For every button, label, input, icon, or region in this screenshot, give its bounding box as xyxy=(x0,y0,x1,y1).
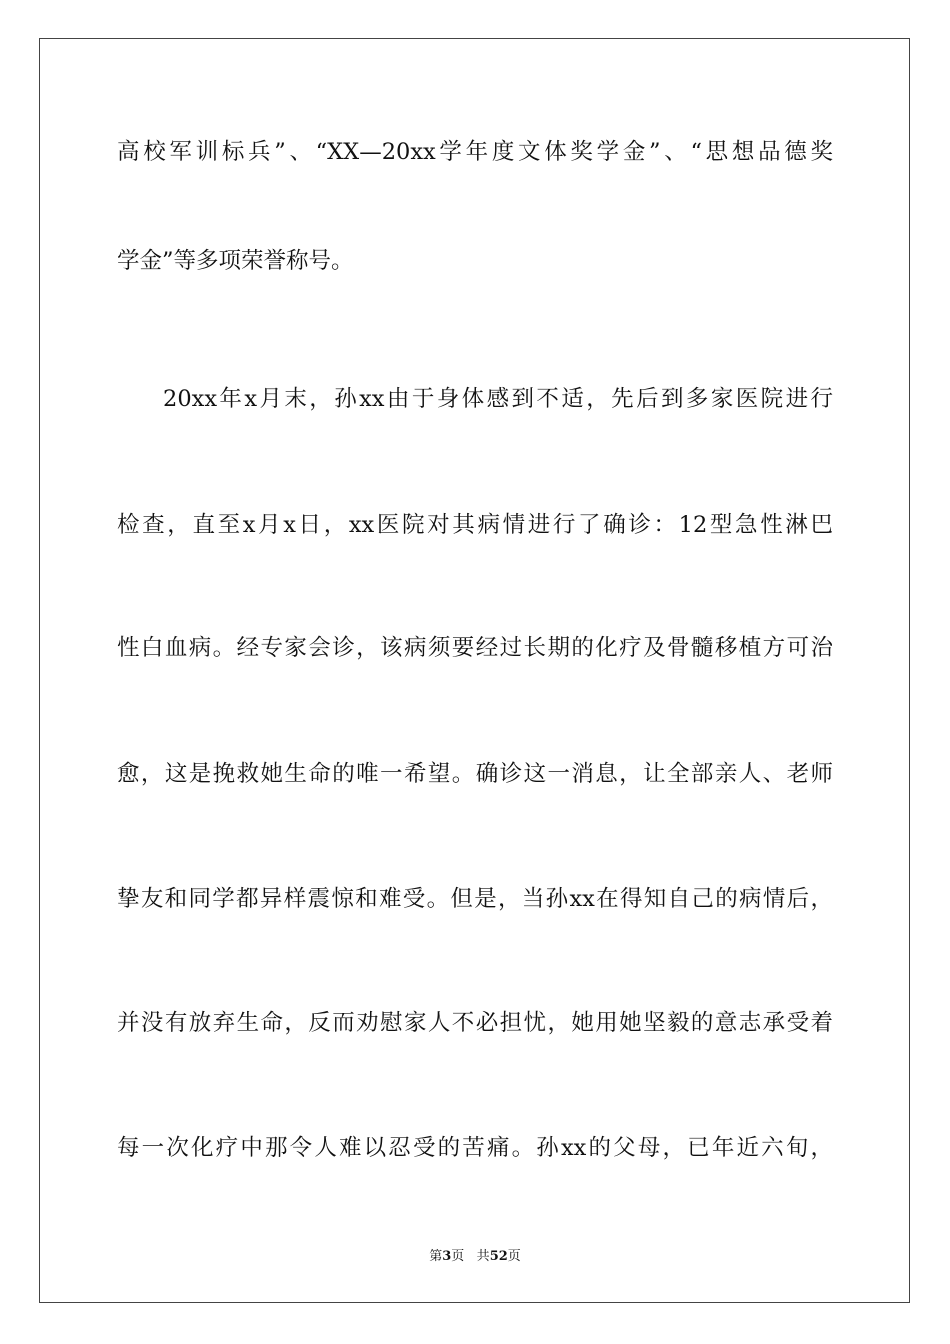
page-footer xyxy=(0,1248,950,1266)
text-line-6: 愈，这是挽救她生命的唯一希望。确诊这一消息，让全部亲人、老师 xyxy=(117,761,833,787)
text-line-7: 挚友和同学都异样震惊和难受。但是，当孙xx在得知自己的病情后， xyxy=(117,886,833,912)
text-line-9: 每一次化疗中那令人难以忍受的苦痛。孙xx的父母，已年近六旬， xyxy=(117,1135,833,1161)
text-line-8: 并没有放弃生命，反而劝慰家人不必担忧，她用她坚毅的意志承受着 xyxy=(117,1010,833,1036)
footer-total-pages: 52 xyxy=(489,1249,508,1264)
footer-total-prefix: 共 xyxy=(476,1249,490,1264)
text-line-5: 性白血病。经专家会诊，该病须要经过长期的化疗及骨髓移植方可治 xyxy=(117,635,833,661)
footer-page-number: 3 xyxy=(442,1249,452,1264)
footer-total-suffix: 页 xyxy=(507,1249,521,1264)
text-line-4: 检查，直至x月x日，xx医院对其病情进行了确诊：12型急性淋巴 xyxy=(117,512,833,538)
text-line-3: 20xx年x月末，孙xx由于身体感到不适，先后到多家医院进行 xyxy=(163,386,833,412)
footer-page-prefix: 第 xyxy=(429,1249,443,1264)
text-line-2: 学金”等多项荣誉称号。 xyxy=(117,248,354,274)
page-border xyxy=(39,38,910,1303)
text-line-1: 高校军训标兵”、“XX—20xx学年度文体奖学金”、“思想品德奖 xyxy=(117,139,833,165)
footer-page-suffix: 页 xyxy=(451,1249,465,1264)
